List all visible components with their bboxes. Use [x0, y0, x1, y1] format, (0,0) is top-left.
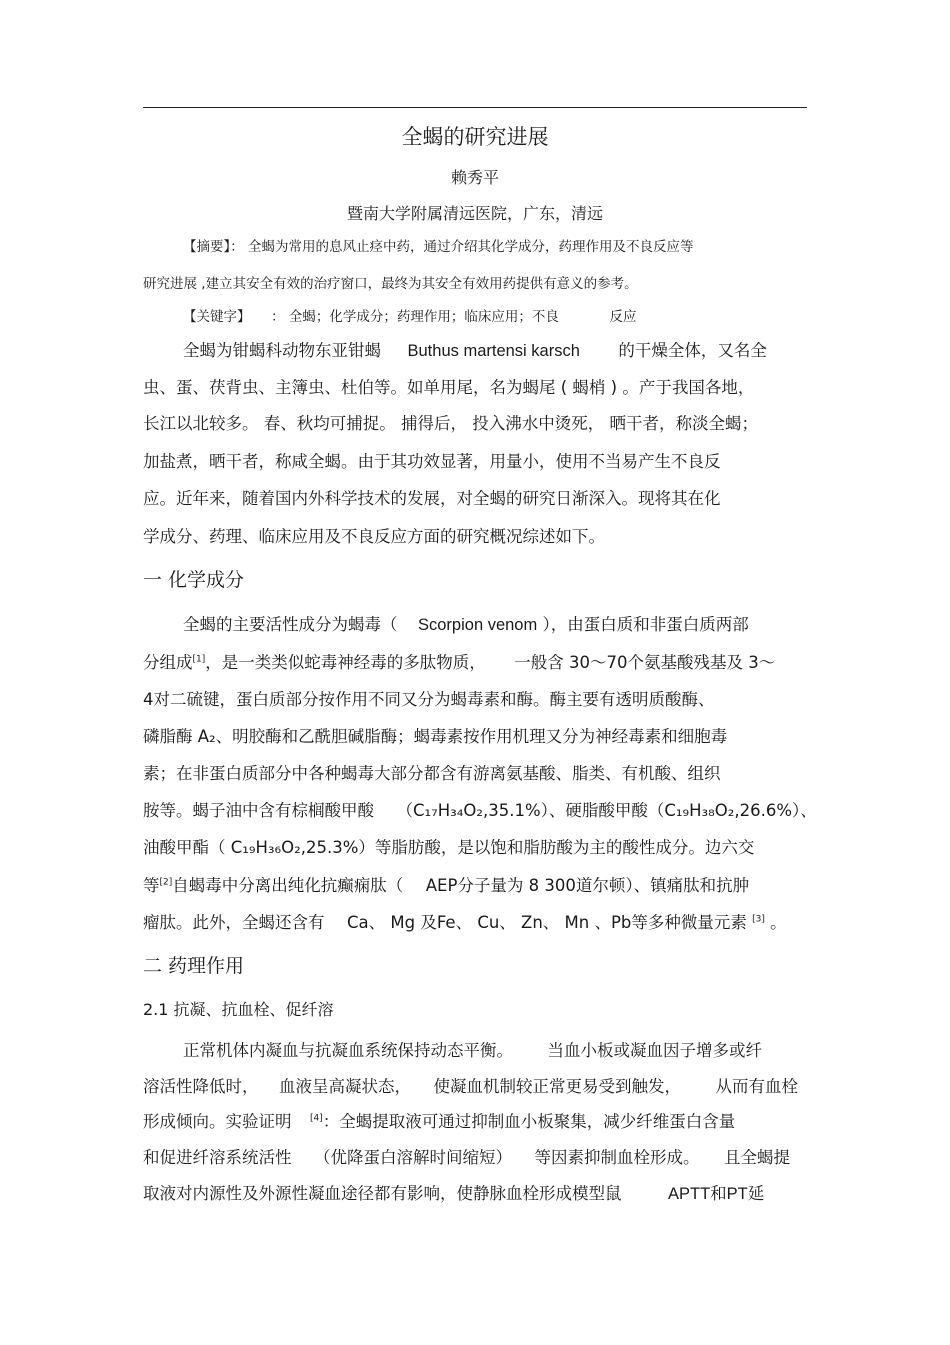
- s1-text: 全蝎的主要活性成分为蝎毒（: [183, 615, 398, 634]
- s1-text: 胺等。蝎子油中含有棕榈酸甲酸: [143, 801, 374, 820]
- s1-text: Ca、 Mg 及Fe、 Cu、 Zn、 Mn 、Pb等多种微量元素: [347, 913, 747, 932]
- citation-ref[interactable]: [1]: [192, 654, 206, 665]
- intro-text: 的干燥全体，又名全: [618, 341, 767, 360]
- s2-line-3: [143, 1108, 735, 1132]
- intro-line-5: 应。近年来，随着国内外科学技术的发展，对全蝎的研究日渐深入。现将其在化: [143, 489, 721, 508]
- s1-line-5: 素；在非蛋白质部分中各种蝎毒大部分都含有游离氨基酸、脂类、有机酸、组织: [143, 764, 721, 783]
- s1-text: 。: [770, 913, 787, 932]
- citation-ref[interactable]: [2]: [159, 877, 173, 888]
- s2-line-1: [183, 1037, 762, 1061]
- abstract-text-1: 全蝎为常用的息风止痉中药，通过介绍其化学成分，药理作用及不良反应等: [248, 239, 694, 255]
- s2-text: 形成倾向。实验证明: [143, 1112, 292, 1131]
- abstract-line-2: 研究进展 ,建立其安全有效的治疗窗口，最终为其安全有效用药提供有意义的参考。: [143, 276, 638, 292]
- keywords-label: 【关键字】: [183, 309, 251, 325]
- s1-text: 一般含 30～70个氨基酸残基及 3～: [514, 653, 776, 672]
- s1-text: 瘤肽。此外，全蝎还含有: [143, 913, 325, 932]
- s2-text: APTT和PT延: [668, 1185, 765, 1203]
- s2-text: 使凝血机制较正常更易受到触发，: [433, 1077, 681, 1096]
- s2-text: 取液对内源性及外源性凝血途径都有影响，使静脉血栓形成模型鼠: [143, 1184, 622, 1203]
- citation-ref[interactable]: [3]: [752, 914, 765, 925]
- s2-text: ：全蝎提取液可通过抑制血小板聚集，减少纤维蛋白含量: [322, 1112, 736, 1131]
- citation-ref[interactable]: [4]: [310, 1113, 323, 1124]
- s2-text: 溶活性降低时，: [143, 1077, 259, 1096]
- abstract-label: 【摘要】：: [183, 239, 244, 255]
- keywords-text: 全蝎；化学成分；药理作用；临床应用；不良: [288, 309, 559, 325]
- paper-title: 全蝎的研究进展: [401, 125, 549, 149]
- s1-line-6: [143, 797, 817, 821]
- intro-line-3: 长江以北较多。 春、秋均可捕捉。 捕得后， 投入沸水中烫死， 晒干者，称淡全蝎；: [143, 414, 758, 433]
- s1-text: ，是一类类似蛇毒神经毒的多肽物质，: [205, 653, 486, 672]
- s1-line-3: 4对二硫键，蛋白质部分按作用不同又分为蝎毒素和酶。酶主要有透明质酸酶、: [143, 690, 715, 709]
- section-heading-2: 二 药理作用: [143, 955, 245, 977]
- s2-text: （优降蛋白溶解时间缩短）: [314, 1148, 512, 1167]
- s2-text: 从而有血栓: [715, 1077, 798, 1096]
- s1-line-2: [143, 649, 775, 673]
- keywords-line: [183, 305, 636, 325]
- s2-line-2: [143, 1073, 798, 1097]
- s1-line-7: 油酸甲酯（ C₁₉H₃₆O₂,25.3%）等脂肪酸，是以饱和脂肪酸为主的酸性成分。边六交: [143, 838, 755, 857]
- intro-line-1: [183, 337, 767, 361]
- s1-text: （C₁₇H₃₄O₂,35.1%）、硬脂酸甲酸（C₁₉H₃₈O₂,26.6%）、: [396, 801, 817, 820]
- s2-text: 且全蝎提: [724, 1148, 790, 1167]
- author-name: 赖秀平: [450, 168, 499, 187]
- s1-line-8: [143, 872, 749, 896]
- section-heading-1: 一 化学成分: [143, 569, 245, 591]
- s2-text: 正常机体内凝血与抗凝血系统保持动态平衡。: [183, 1041, 513, 1060]
- s1-text: 分组成: [143, 653, 193, 672]
- subsection-heading-2-1: 2.1 抗凝、抗血栓、促纤溶: [143, 1000, 334, 1019]
- s1-text: AEP分子量为 8 300道尔顿）、镇痛肽和抗肿: [425, 876, 750, 895]
- keywords-text-end: 反应: [609, 309, 637, 325]
- s2-text: 等因素抑制血栓形成。: [534, 1148, 700, 1167]
- s2-text: 当血小板或凝血因子增多或纤: [547, 1041, 762, 1060]
- affiliation: 暨南大学附属清远医院，广东，清远: [346, 204, 603, 223]
- latin-term: Scorpion venom: [418, 616, 538, 634]
- s1-text: ），由蛋白质和非蛋白质两部: [542, 615, 749, 634]
- intro-line-4: 加盐煮，晒干者，称咸全蝎。由于其功效显著，用量小，使用不当易产生不良反: [143, 452, 721, 471]
- intro-line-2: 虫、蛋、茯背虫、主簿虫、杜伯等。如单用尾，名为蝎尾 ( 蝎梢 ) 。产于我国各地，: [143, 378, 755, 397]
- s1-line-9: [143, 909, 787, 933]
- s1-text: 自蝎毒中分离出纯化抗癫痫肽（: [172, 876, 404, 895]
- intro-line-6: 学成分、药理、临床应用及不良反应方面的研究概况综述如下。: [143, 527, 605, 546]
- abstract-line-1: [183, 235, 694, 255]
- s2-line-5: [143, 1180, 764, 1204]
- s1-line-4: 磷脂酶 A₂、明胶酶和乙酰胆碱脂酶；蝎毒素按作用机理又分为神经毒素和细胞毒: [143, 727, 728, 746]
- s2-text: 和促进纤溶系统活性: [143, 1148, 292, 1167]
- latin-name: Buthus martensi karsch: [407, 342, 580, 360]
- s1-text: 等: [143, 876, 160, 895]
- intro-text: 全蝎为钳蝎科动物东亚钳蝎: [183, 341, 381, 360]
- keywords-colon: ：: [271, 309, 285, 325]
- s1-line-1: [183, 611, 749, 635]
- s2-text: 血液呈高凝状态，: [279, 1077, 411, 1096]
- header-rule: [143, 107, 807, 108]
- s2-line-4: [143, 1144, 790, 1168]
